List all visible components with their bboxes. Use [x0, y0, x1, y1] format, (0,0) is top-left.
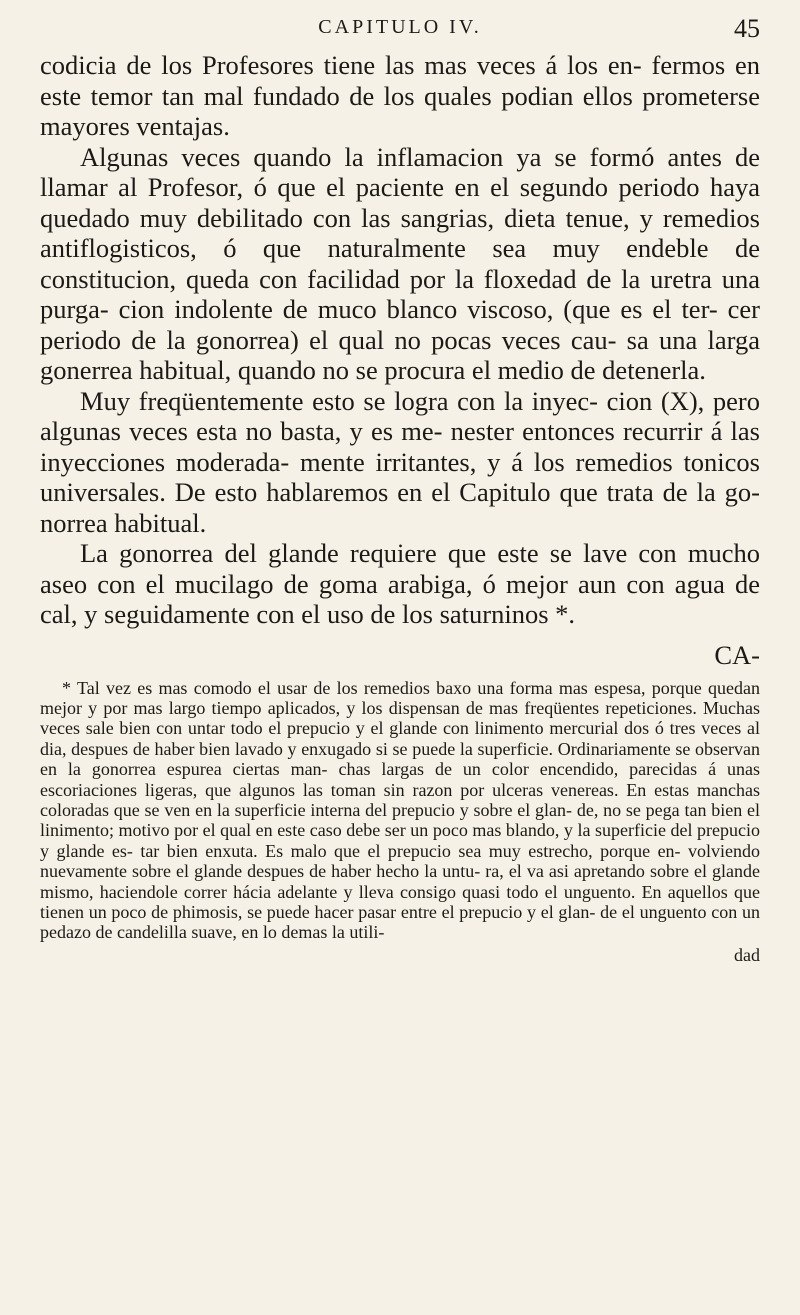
- catchword: CA-: [714, 639, 760, 670]
- footnote: [40, 678, 760, 943]
- paragraph-1: codicia de los Profesores tiene las mas veces á los en- fermos en este temor tan mal fundado de los quales podian ellos prometerse mayores ventajas.: [40, 50, 760, 141]
- paragraph-4: La gonorrea del glande requiere que este se lave con mucho aseo con el mucilago de goma arabiga, ó mejor aun con agua de cal, y seguidamente con el uso de los saturninos *.: [40, 538, 760, 629]
- page-bottom-catchword: dad: [734, 944, 760, 965]
- footnote-text: Tal vez es mas comodo el usar de los remedios baxo una forma mas espesa, porque quedan mejor y por mas largo tiempo aplicados, y los dispensan de mas freqüentes repeticiones. Muchas veces sale bien con untar todo el prepucio y el glande con linimento mercurial dos ó tres veces al dia, despues de haber bien lavado y enxugado si se puede la superficie. Ordinariamente se observan en la gonorrea espurea ciertas man- chas largas de un color encendido, parecidas á unas escoriaciones ligeras, que algunos las toman sin razon por ulceras venereas. En estas manchas coloradas que se ven en la superficie interna del prepucio y sobre el glan- de, no se pega tan bien el linimento; motivo por el qual en este caso debe ser un poco mas blando, y la superficie del prepucio y glande es- tar bien enxuta. Es malo que el prepucio sea muy estrecho, porque en- volviendo nuevamente sobre el glande despues de haber hecho la untu- ra, el va asi apretando sobre el glande mismo, haciendole correr hácia adelante y lleva consigo quasi todo el unguento. En aquellos que tienen un poco de phimosis, se puede hacer pasar entre el prepucio y el glan- de el unguento con un pedazo de candelilla suave, en lo demas la utili-: [40, 677, 760, 943]
- paragraph-3: Muy freqüentemente esto se logra con la inyec- cion (X), pero algunas veces esta no basta, y es me- nester entonces recurrir á las inyecciones moderada- mente irritantes, y á los remedios tonicos universales. De esto hablaremos en el Capitulo que trata de la go- norrea habitual.: [40, 385, 760, 538]
- page-number: 45: [734, 14, 760, 43]
- book-page: [40, 10, 760, 1300]
- paragraph-2: Algunas veces quando la inflamacion ya se formó antes de llamar al Profesor, ó que el paciente en el segundo periodo haya quedado muy debilitado con las sangrias, dieta tenue, y remedios antiflogisticos, ó que naturalmente sea muy endeble de constitucion, queda con facilidad por la floxedad de la uretra una purga- cion indolente de muco blanco viscoso, (que es el ter- cer periodo de la gonorrea) el qual no pocas veces cau- sa una larga gonerrea habitual, quando no se procura el medio de detenerla.: [40, 141, 760, 385]
- running-head: [40, 10, 760, 50]
- footnote-marker: *: [62, 677, 71, 698]
- body-text: [40, 50, 760, 630]
- chapter-title: CAPITULO IV.: [318, 16, 482, 38]
